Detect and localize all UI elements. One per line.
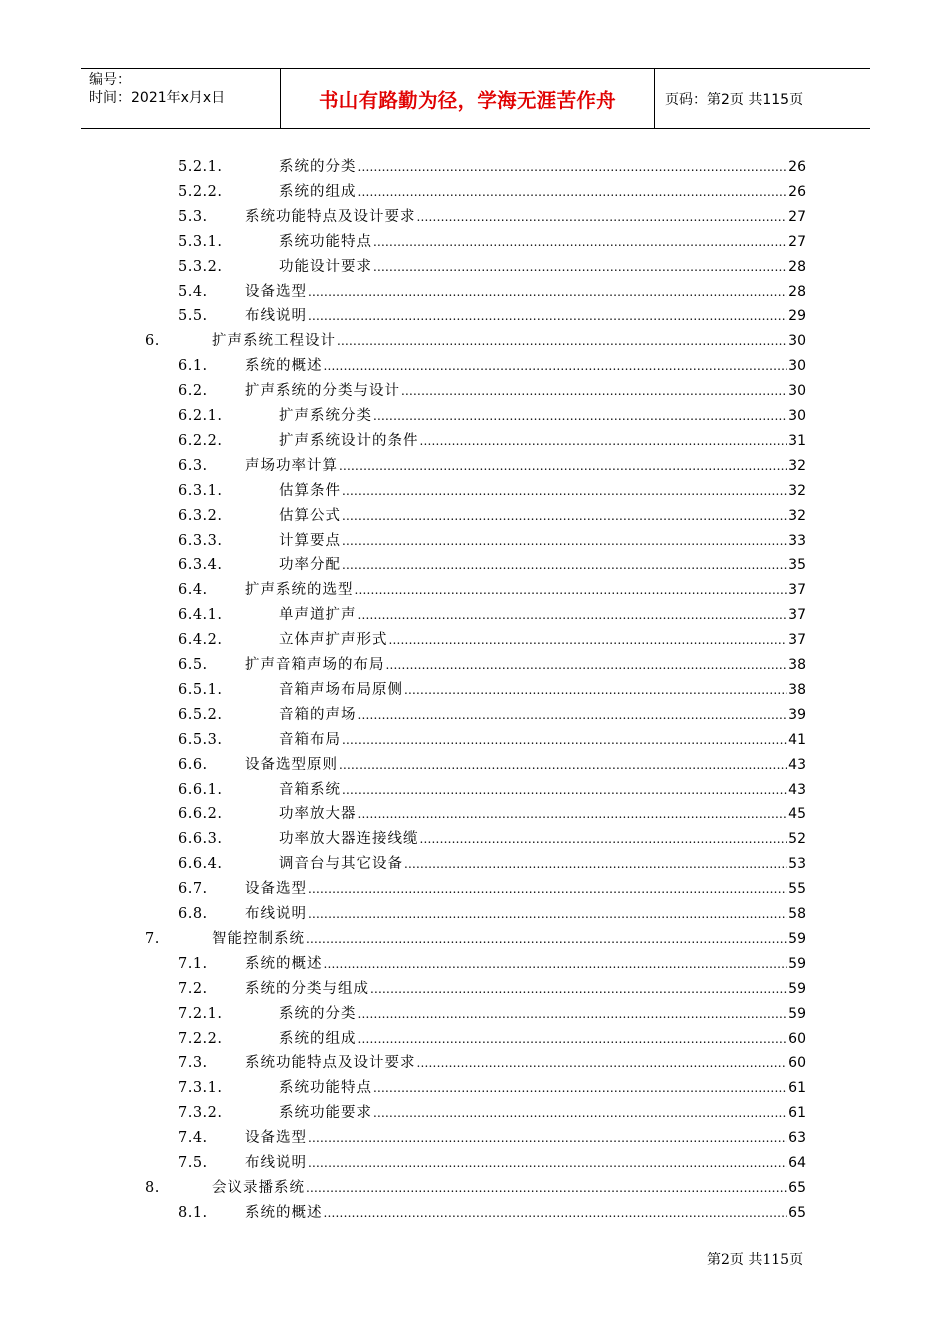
toc-leader-dots	[386, 653, 788, 677]
toc-entry-page: 26	[788, 183, 806, 200]
toc-entry[interactable]	[0, 603, 950, 627]
toc-entry[interactable]	[0, 255, 950, 279]
toc-entry-number: 6.6.1.	[178, 781, 223, 798]
toc-entry-number: 7.3.1.	[178, 1080, 223, 1097]
toc-leader-dots	[308, 902, 787, 926]
page-header	[81, 68, 870, 129]
toc-entry-number: 7.2.1.	[178, 1005, 223, 1022]
toc-entry-title: 系统的概述	[245, 955, 323, 972]
toc-leader-dots	[417, 205, 788, 229]
toc-entry-title: 设备选型	[245, 283, 307, 300]
toc-entry[interactable]	[0, 703, 950, 727]
toc-entry-number: 5.5.	[178, 308, 208, 325]
toc-entry-page: 45	[788, 806, 806, 823]
toc-entry[interactable]	[0, 753, 950, 777]
toc-leader-dots	[324, 354, 788, 378]
toc-entry-number: 6.	[145, 333, 160, 350]
toc-entry-page: 30	[788, 408, 806, 424]
toc-entry-number: 5.2.1.	[178, 159, 223, 175]
toc-entry[interactable]	[0, 504, 950, 528]
toc-entry[interactable]	[0, 1176, 950, 1200]
toc-leader-dots	[337, 329, 787, 353]
toc-entry-page: 30	[788, 383, 806, 400]
toc-entry-title: 估算公式	[279, 507, 341, 524]
toc-entry[interactable]	[0, 1076, 950, 1100]
toc-entry-title: 扩声音箱声场的布局	[245, 657, 385, 673]
toc-leader-dots	[373, 1101, 787, 1125]
toc-entry-page: 65	[788, 1179, 806, 1196]
toc-entry[interactable]	[0, 529, 950, 553]
toc-leader-dots	[373, 404, 787, 428]
toc-entry[interactable]	[0, 877, 950, 901]
toc-entry-page: 59	[788, 930, 806, 947]
toc-entry-number: 6.8.	[178, 906, 208, 922]
toc-entry-number: 7.1.	[178, 955, 208, 972]
toc-leader-dots	[308, 304, 787, 328]
toc-entry-title: 功率放大器	[279, 806, 357, 823]
toc-entry-number: 7.3.	[178, 1055, 208, 1072]
toc-leader-dots	[420, 827, 788, 851]
toc-leader-dots	[417, 1051, 788, 1075]
doc-number-label: 编号：	[89, 72, 131, 88]
toc-entry-number: 5.4.	[178, 283, 208, 300]
toc-entry[interactable]	[0, 304, 950, 328]
toc-entry[interactable]	[0, 678, 950, 702]
toc-entry-number: 5.2.2.	[178, 183, 223, 200]
toc-leader-dots	[358, 155, 788, 179]
toc-entry-page: 28	[788, 258, 806, 275]
toc-entry-title: 单声道扩声	[279, 607, 357, 624]
toc-entry-page: 52	[788, 831, 806, 848]
toc-entry-page: 32	[788, 482, 806, 499]
toc-entry-number: 7.3.2.	[178, 1105, 223, 1122]
toc-entry-number: 6.1.	[178, 358, 208, 375]
toc-entry-number: 6.2.	[178, 383, 208, 400]
toc-leader-dots	[324, 1201, 788, 1225]
toc-entry[interactable]	[0, 230, 950, 254]
toc-entry-title: 系统的分类	[279, 1005, 357, 1022]
toc-entry-title: 扩声系统设计的条件	[279, 432, 419, 449]
toc-entry-title: 会议录播系统	[212, 1179, 305, 1196]
toc-leader-dots	[342, 504, 787, 528]
toc-entry-page: 27	[788, 233, 806, 250]
toc-entry-page: 37	[788, 632, 806, 649]
toc-leader-dots	[339, 753, 787, 777]
toc-entry[interactable]	[0, 379, 950, 403]
toc-leader-dots	[358, 802, 788, 826]
toc-entry-page: 60	[788, 1055, 806, 1072]
toc-entry[interactable]	[0, 852, 950, 876]
toc-entry-page: 39	[788, 706, 806, 723]
toc-entry[interactable]	[0, 1201, 950, 1225]
toc-entry-page: 30	[788, 333, 806, 350]
toc-entry[interactable]	[0, 1051, 950, 1075]
toc-entry-title: 扩声系统工程设计	[212, 333, 336, 350]
toc-entry-number: 6.2.2.	[178, 432, 223, 449]
toc-leader-dots	[358, 180, 788, 204]
toc-entry-page: 53	[788, 856, 806, 873]
toc-entry-number: 6.5.3.	[178, 731, 223, 748]
toc-entry-title: 设备选型	[245, 1130, 307, 1147]
toc-entry-title: 系统功能特点	[279, 233, 372, 250]
toc-leader-dots	[342, 778, 787, 802]
toc-entry-page: 59	[788, 1005, 806, 1022]
toc-entry-number: 7.2.2.	[178, 1030, 223, 1047]
toc-leader-dots	[306, 1176, 787, 1200]
toc-entry-number: 6.6.2.	[178, 806, 223, 823]
toc-entry-page: 32	[788, 507, 806, 524]
toc-entry[interactable]	[0, 1126, 950, 1150]
toc-entry-page: 43	[788, 781, 806, 798]
toc-entry-page: 37	[788, 582, 806, 599]
toc-leader-dots	[358, 1002, 788, 1026]
toc-leader-dots	[373, 230, 787, 254]
toc-entry-title: 系统的分类	[279, 159, 357, 175]
toc-entry-number: 5.3.2.	[178, 258, 223, 275]
toc-entry[interactable]	[0, 902, 950, 926]
toc-entry-number: 6.5.	[178, 657, 208, 673]
toc-leader-dots	[373, 255, 787, 279]
toc-leader-dots	[324, 952, 788, 976]
toc-entry-page: 43	[788, 756, 806, 773]
toc-entry-title: 设备选型	[245, 881, 307, 898]
toc-entry-number: 6.4.2.	[178, 632, 223, 649]
toc-entry[interactable]	[0, 454, 950, 478]
toc-entry-title: 布线说明	[245, 308, 307, 325]
toc-entry-title: 立体声扩声形式	[279, 632, 388, 649]
toc-entry-page: 38	[788, 681, 806, 698]
toc-entry[interactable]	[0, 578, 950, 602]
toc-entry-title: 布线说明	[245, 1155, 307, 1171]
doc-time-label: 时间：2021年x月x日	[89, 90, 226, 106]
toc-entry-title: 音箱布局	[279, 731, 341, 748]
toc-leader-dots	[420, 429, 788, 453]
toc-entry-page: 59	[788, 955, 806, 972]
toc-entry[interactable]	[0, 1027, 950, 1051]
toc-leader-dots	[342, 553, 787, 577]
toc-entry-number: 7.	[145, 930, 160, 947]
toc-entry[interactable]	[0, 1002, 950, 1026]
toc-leader-dots	[355, 578, 788, 602]
toc-entry-title: 系统的组成	[279, 183, 357, 200]
toc-leader-dots	[308, 877, 787, 901]
toc-entry-title: 功率放大器连接线缆	[279, 831, 419, 848]
toc-entry-page: 33	[788, 532, 806, 549]
toc-entry-page: 59	[788, 980, 806, 997]
toc-entry[interactable]	[0, 628, 950, 652]
toc-entry-number: 6.2.1.	[178, 408, 223, 424]
toc-entry-number: 6.7.	[178, 881, 208, 898]
toc-leader-dots	[308, 1126, 787, 1150]
toc-entry-title: 扩声系统的分类与设计	[245, 383, 400, 400]
toc-entry[interactable]	[0, 404, 950, 428]
header-page-info: 页码：第2页 共115页	[665, 91, 804, 108]
toc-entry-number: 6.3.	[178, 457, 208, 474]
toc-leader-dots	[306, 927, 787, 951]
toc-entry-page: 32	[788, 457, 806, 474]
toc-entry-number: 6.6.4.	[178, 856, 223, 873]
toc-entry[interactable]	[0, 205, 950, 229]
toc-entry[interactable]	[0, 802, 950, 826]
toc-entry-page: 35	[788, 557, 806, 574]
toc-entry[interactable]	[0, 180, 950, 204]
toc-leader-dots	[404, 852, 787, 876]
toc-entry-title: 智能控制系统	[212, 930, 305, 947]
toc-entry-number: 5.3.1.	[178, 233, 223, 250]
toc-entry-number: 6.3.1.	[178, 482, 223, 499]
toc-entry-title: 调音台与其它设备	[279, 856, 403, 873]
toc-entry-title: 设备选型原则	[245, 756, 338, 773]
toc-entry-title: 系统功能特点及设计要求	[245, 208, 416, 225]
toc-entry-number: 6.4.1.	[178, 607, 223, 624]
toc-entry-page: 63	[788, 1130, 806, 1147]
toc-leader-dots	[358, 1027, 788, 1051]
toc-leader-dots	[373, 1076, 787, 1100]
toc-entry-number: 6.3.2.	[178, 507, 223, 524]
toc-entry-title: 估算条件	[279, 482, 341, 499]
toc-entry-number: 6.5.2.	[178, 706, 223, 723]
toc-leader-dots	[404, 678, 787, 702]
toc-leader-dots	[339, 454, 787, 478]
toc-entry[interactable]	[0, 653, 950, 677]
toc-entry-number: 6.6.	[178, 756, 208, 773]
toc-leader-dots	[342, 728, 787, 752]
toc-entry[interactable]	[0, 553, 950, 577]
toc-entry-title: 系统功能特点	[279, 1080, 372, 1097]
toc-entry[interactable]	[0, 429, 950, 453]
toc-entry-page: 31	[788, 432, 806, 449]
toc-entry[interactable]	[0, 1101, 950, 1125]
toc-leader-dots	[342, 529, 787, 553]
toc-entry-title: 系统的概述	[245, 1204, 323, 1221]
toc-entry-number: 7.4.	[178, 1130, 208, 1147]
toc-leader-dots	[358, 603, 788, 627]
header-meta	[81, 69, 281, 128]
toc-entry-title: 计算要点	[279, 532, 341, 549]
toc-entry-page: 58	[788, 906, 806, 922]
toc-entry[interactable]	[0, 479, 950, 503]
toc-entry-number: 7.5.	[178, 1155, 208, 1171]
toc-entry-page: 61	[788, 1105, 806, 1122]
toc-leader-dots	[308, 280, 787, 304]
toc-entry[interactable]	[0, 329, 950, 353]
toc-entry-number: 8.1.	[178, 1204, 208, 1221]
toc-entry-title: 扩声系统的选型	[245, 582, 354, 599]
toc-entry[interactable]	[0, 728, 950, 752]
toc-entry-number: 7.2.	[178, 980, 208, 997]
toc-entry-title: 系统的分类与组成	[245, 980, 369, 997]
toc-entry[interactable]	[0, 827, 950, 851]
toc-entry-page: 60	[788, 1030, 806, 1047]
toc-leader-dots	[358, 703, 788, 727]
toc-entry-title: 功率分配	[279, 557, 341, 574]
toc-leader-dots	[342, 479, 787, 503]
toc-entry-page: 65	[788, 1204, 806, 1221]
toc-entry-title: 系统功能要求	[279, 1105, 372, 1122]
toc-entry-title: 系统功能特点及设计要求	[245, 1055, 416, 1072]
toc-entry[interactable]	[0, 280, 950, 304]
toc-entry-number: 6.4.	[178, 582, 208, 599]
toc-leader-dots	[370, 977, 787, 1001]
toc-entry-page: 41	[788, 731, 806, 748]
toc-entry-page: 37	[788, 607, 806, 624]
toc-entry-title: 扩声系统分类	[279, 408, 372, 424]
toc-entry-number: 8.	[145, 1179, 160, 1196]
toc-entry-page: 27	[788, 208, 806, 225]
header-motto: 书山有路勤为径，学海无涯苦作舟	[281, 69, 655, 128]
toc-entry-title: 音箱声场布局原侧	[279, 681, 403, 698]
toc-entry-title: 系统的概述	[245, 358, 323, 375]
toc-entry-page: 55	[788, 881, 806, 898]
toc-entry-page: 61	[788, 1080, 806, 1097]
toc-entry-page: 29	[788, 308, 806, 325]
toc-entry-title: 音箱的声场	[279, 706, 357, 723]
toc-entry[interactable]	[0, 927, 950, 951]
toc-entry-number: 5.3.	[178, 208, 208, 225]
toc-entry-page: 30	[788, 358, 806, 375]
toc-entry[interactable]	[0, 354, 950, 378]
toc-entry-title: 布线说明	[245, 906, 307, 922]
toc-entry-page: 28	[788, 283, 806, 300]
toc-entry-title: 系统的组成	[279, 1030, 357, 1047]
toc-entry-page: 26	[788, 159, 806, 175]
toc-entry[interactable]	[0, 977, 950, 1001]
toc-entry-number: 6.5.1.	[178, 681, 223, 698]
toc-entry-number: 6.3.4.	[178, 557, 223, 574]
toc-entry[interactable]	[0, 1151, 950, 1175]
toc-leader-dots	[308, 1151, 787, 1175]
toc-entry-number: 6.6.3.	[178, 831, 223, 848]
toc-leader-dots	[389, 628, 788, 652]
toc-entry-page: 38	[788, 657, 806, 673]
toc-leader-dots	[401, 379, 787, 403]
page-footer: 第2页 共115页	[707, 1252, 804, 1268]
toc-entry-title: 音箱系统	[279, 781, 341, 798]
toc-entry[interactable]	[0, 155, 950, 179]
toc-entry-page: 64	[788, 1155, 806, 1171]
toc-entry-title: 声场功率计算	[245, 457, 338, 474]
toc-entry-number: 6.3.3.	[178, 532, 223, 549]
toc-entry-title: 功能设计要求	[279, 258, 372, 275]
toc-entry[interactable]	[0, 778, 950, 802]
toc-entry[interactable]	[0, 952, 950, 976]
